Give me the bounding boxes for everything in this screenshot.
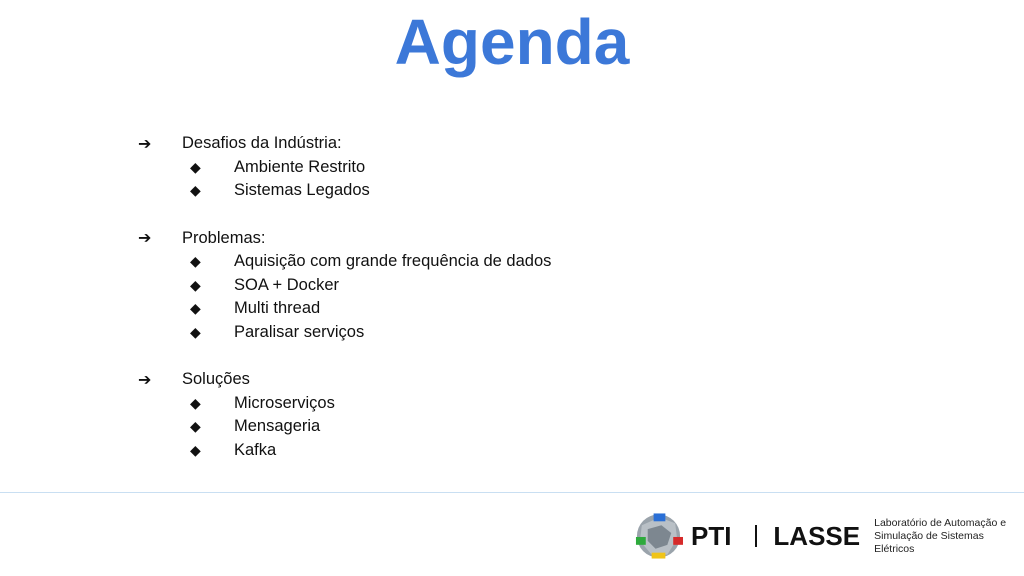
diamond-icon: ◆ [190, 394, 201, 411]
list-item-text: Ambiente Restrito [234, 157, 366, 176]
pti-logo-text: PTI [691, 520, 732, 551]
list-item-text: Mensageria [234, 417, 321, 436]
diamond-icon: ◆ [190, 158, 201, 175]
list-item [138, 250, 551, 274]
diamond-icon: ◆ [190, 418, 201, 435]
diamond-icon: ◆ [190, 253, 201, 270]
section-solutions [138, 368, 551, 462]
lasse-logo-text: LASSE [773, 520, 861, 551]
lab-name-line-1: Laboratório de Automação e [874, 516, 1007, 529]
list-item [138, 392, 551, 416]
lab-name [874, 517, 1024, 556]
arrow-icon: ➔ [138, 371, 152, 389]
list-item-text: Sistemas Legados [234, 181, 370, 200]
arrow-icon: ➔ [138, 135, 152, 153]
slide-title: Agenda [394, 6, 630, 78]
section-heading [138, 368, 551, 392]
section-heading-text: Desafios da Indústria: [182, 134, 342, 153]
list-item-text: Kafka [234, 440, 277, 459]
list-item-text: SOA + Docker [234, 275, 340, 294]
footer-logos [634, 508, 1024, 564]
diamond-icon: ◆ [190, 441, 201, 458]
list-item-text: Aquisição com grande frequência de dados [234, 252, 552, 271]
agenda-list [138, 132, 551, 486]
diamond-icon: ◆ [190, 276, 201, 293]
diamond-icon: ◆ [190, 182, 201, 199]
list-item [138, 415, 551, 439]
list-item-text: Multi thread [234, 299, 321, 318]
section-industry-challenges [138, 132, 551, 203]
section-heading [138, 132, 551, 156]
list-item [138, 156, 551, 180]
lab-name-line-2: Simulação de Sistemas Elétricos [874, 529, 984, 555]
arrow-icon: ➔ [138, 230, 152, 248]
list-item-text: Paralisar serviços [234, 322, 365, 341]
list-item-text: Microserviços [234, 393, 335, 412]
list-item [138, 439, 551, 463]
section-heading-text: Soluções [182, 370, 250, 389]
list-item [138, 321, 551, 345]
list-item [138, 274, 551, 298]
diamond-icon: ◆ [190, 323, 201, 340]
list-item [138, 179, 551, 203]
section-problems [138, 227, 551, 345]
diamond-icon: ◆ [190, 300, 201, 317]
section-heading-text: Problemas: [182, 228, 266, 247]
pti-globe-icon [634, 511, 683, 561]
footer-divider [0, 492, 1024, 493]
logo-separator [755, 525, 757, 547]
list-item [138, 297, 551, 321]
section-heading [138, 227, 551, 251]
